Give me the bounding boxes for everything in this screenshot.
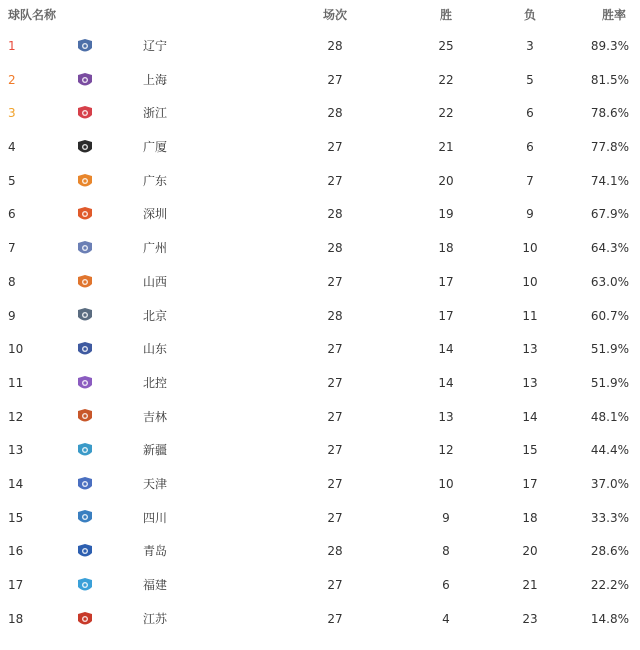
rank-number: 16 — [8, 544, 24, 559]
table-row[interactable] — [0, 232, 640, 266]
losses: 23 — [522, 611, 538, 626]
win-percentage: 33.3% — [590, 510, 629, 525]
games-played: 28 — [327, 544, 343, 559]
games-played: 27 — [327, 510, 343, 525]
team-logo — [74, 64, 96, 98]
rank-number: 6 — [8, 207, 16, 222]
wins: 18 — [438, 241, 454, 256]
games-played: 28 — [327, 207, 343, 222]
team-name[interactable]: 青岛 — [143, 544, 168, 559]
rank-number: 11 — [8, 375, 24, 390]
team-logo — [74, 97, 96, 131]
games-played: 27 — [327, 409, 343, 424]
beikong-logo-icon — [75, 375, 95, 393]
losses: 7 — [526, 173, 534, 188]
losses: 20 — [522, 544, 538, 559]
games-played: 27 — [327, 611, 343, 626]
shanxi-logo-icon — [75, 274, 95, 292]
rank-number: 18 — [8, 611, 24, 626]
wins: 4 — [442, 611, 450, 626]
rank-number: 17 — [8, 578, 24, 592]
games-played: 28 — [327, 39, 343, 53]
losses: 17 — [522, 476, 538, 491]
win-percentage: 28.6% — [590, 544, 629, 559]
rank-number: 13 — [8, 443, 24, 458]
wins: 21 — [438, 140, 454, 155]
table-header — [0, 0, 640, 30]
wins: 10 — [438, 476, 454, 491]
table-row[interactable] — [0, 64, 640, 98]
zhejiang-logo-icon — [75, 105, 95, 123]
losses: 5 — [526, 72, 534, 87]
team-name[interactable]: 四川 — [143, 510, 168, 525]
games-played: 27 — [327, 578, 343, 592]
team-logo — [74, 131, 96, 165]
wins: 25 — [438, 39, 454, 53]
games-played: 27 — [327, 274, 343, 289]
games-played: 27 — [327, 443, 343, 458]
jiangsu-logo-icon — [75, 611, 95, 629]
win-percentage: 67.9% — [590, 207, 629, 222]
header-losses: 负 — [523, 8, 536, 22]
team-name[interactable]: 广厦 — [143, 140, 168, 155]
team-name[interactable]: 广东 — [143, 173, 168, 188]
shandong-logo-icon — [75, 341, 95, 359]
table-row[interactable] — [0, 30, 640, 64]
wins: 14 — [438, 342, 454, 357]
team-logo — [74, 232, 96, 266]
team-name[interactable]: 广州 — [143, 241, 168, 256]
losses: 9 — [526, 207, 534, 222]
table-row[interactable] — [0, 300, 640, 334]
team-logo — [74, 603, 96, 637]
team-name[interactable]: 浙江 — [143, 106, 168, 121]
table-row[interactable] — [0, 468, 640, 502]
win-percentage: 63.0% — [590, 274, 629, 289]
team-name[interactable]: 北京 — [143, 308, 168, 323]
table-row[interactable] — [0, 333, 640, 367]
fujian-logo-icon — [75, 577, 95, 595]
wins: 9 — [442, 510, 450, 525]
header-wins: 胜 — [439, 8, 452, 22]
header-team: 球队名称 — [8, 8, 57, 22]
rank-number: 9 — [8, 308, 16, 323]
games-played: 28 — [327, 241, 343, 256]
wins: 22 — [438, 106, 454, 121]
xinjiang-logo-icon — [75, 442, 95, 460]
win-percentage: 22.2% — [590, 578, 629, 592]
team-name[interactable]: 辽宁 — [143, 39, 168, 53]
sichuan-logo-icon — [75, 509, 95, 527]
table-body — [0, 30, 640, 636]
team-name[interactable]: 江苏 — [143, 611, 168, 626]
win-percentage: 60.7% — [590, 308, 629, 323]
guangzhou-logo-icon — [75, 240, 95, 258]
team-logo — [74, 401, 96, 435]
wins: 17 — [438, 308, 454, 323]
win-percentage: 89.3% — [590, 39, 629, 53]
table-row[interactable] — [0, 367, 640, 401]
wins: 12 — [438, 443, 454, 458]
games-played: 27 — [327, 140, 343, 155]
table-row[interactable] — [0, 569, 640, 603]
losses: 6 — [526, 140, 534, 155]
games-played: 28 — [327, 308, 343, 323]
table-row[interactable] — [0, 502, 640, 536]
team-name[interactable]: 福建 — [143, 578, 168, 592]
win-percentage: 14.8% — [590, 611, 629, 626]
rank-number: 10 — [8, 342, 24, 357]
losses: 6 — [526, 106, 534, 121]
tianjin-logo-icon — [75, 476, 95, 494]
games-played: 27 — [327, 72, 343, 87]
team-logo — [74, 198, 96, 232]
wins: 14 — [438, 375, 454, 390]
team-logo — [74, 266, 96, 300]
wins: 17 — [438, 274, 454, 289]
table-row[interactable] — [0, 401, 640, 435]
win-percentage: 64.3% — [590, 241, 629, 256]
losses: 10 — [522, 274, 538, 289]
header-pct: 胜率 — [601, 8, 626, 22]
losses: 13 — [522, 342, 538, 357]
team-logo — [74, 468, 96, 502]
win-percentage: 44.4% — [590, 443, 629, 458]
team-logo — [74, 367, 96, 401]
win-percentage: 48.1% — [590, 409, 629, 424]
rank-number: 8 — [8, 274, 16, 289]
guangdong-logo-icon — [75, 173, 95, 191]
table-row[interactable] — [0, 434, 640, 468]
team-logo — [74, 434, 96, 468]
losses: 3 — [526, 39, 534, 53]
losses: 14 — [522, 409, 538, 424]
team-name[interactable]: 深圳 — [143, 207, 168, 222]
header-games: 场次 — [322, 8, 347, 22]
rank-number: 1 — [8, 39, 16, 53]
table-row[interactable] — [0, 165, 640, 199]
games-played: 27 — [327, 375, 343, 390]
win-percentage: 77.8% — [590, 140, 629, 155]
win-percentage: 37.0% — [590, 476, 629, 491]
win-percentage: 51.9% — [590, 375, 629, 390]
losses: 11 — [522, 308, 538, 323]
losses: 10 — [522, 241, 538, 256]
win-percentage: 74.1% — [590, 173, 629, 188]
rank-number: 15 — [8, 510, 24, 525]
wins: 8 — [442, 544, 450, 559]
table-row[interactable] — [0, 131, 640, 165]
beijing-logo-icon — [75, 307, 95, 325]
jilin-logo-icon — [75, 408, 95, 426]
team-logo — [74, 535, 96, 569]
team-name[interactable]: 北控 — [143, 375, 168, 390]
team-name[interactable]: 山西 — [143, 274, 168, 289]
table-row[interactable] — [0, 535, 640, 569]
losses: 21 — [522, 578, 538, 592]
team-name[interactable]: 新疆 — [143, 443, 168, 458]
wins: 22 — [438, 72, 454, 87]
losses: 15 — [522, 443, 538, 458]
rank-number: 3 — [8, 106, 16, 121]
rank-number: 14 — [8, 476, 24, 491]
games-played: 27 — [327, 173, 343, 188]
qingdao-logo-icon — [75, 543, 95, 561]
table-row[interactable] — [0, 603, 640, 637]
team-name[interactable]: 吉林 — [143, 409, 168, 424]
wins: 6 — [442, 578, 450, 592]
win-percentage: 78.6% — [590, 106, 629, 121]
team-logo — [74, 502, 96, 536]
shanghai-logo-icon — [75, 72, 95, 90]
shenzhen-logo-icon — [75, 206, 95, 224]
table-row[interactable] — [0, 97, 640, 131]
team-name[interactable]: 上海 — [143, 72, 168, 87]
table-row[interactable] — [0, 198, 640, 232]
games-played: 27 — [327, 476, 343, 491]
wins: 20 — [438, 173, 454, 188]
team-logo — [74, 165, 96, 199]
losses: 13 — [522, 375, 538, 390]
wins: 19 — [438, 207, 454, 222]
losses: 18 — [522, 510, 538, 525]
win-percentage: 51.9% — [590, 342, 629, 357]
team-logo — [74, 30, 96, 64]
rank-number: 12 — [8, 409, 24, 424]
games-played: 28 — [327, 106, 343, 121]
wins: 13 — [438, 409, 454, 424]
win-percentage: 81.5% — [590, 72, 629, 87]
games-played: 27 — [327, 342, 343, 357]
team-logo — [74, 300, 96, 334]
rank-number: 7 — [8, 241, 16, 256]
rank-number: 4 — [8, 140, 16, 155]
team-name[interactable]: 天津 — [143, 476, 168, 491]
team-name[interactable]: 山东 — [143, 342, 168, 357]
team-logo — [74, 333, 96, 367]
table-row[interactable] — [0, 266, 640, 300]
rank-number: 5 — [8, 173, 16, 188]
rank-number: 2 — [8, 72, 16, 87]
liaoning-logo-icon — [75, 38, 95, 56]
guangsha-logo-icon — [75, 139, 95, 157]
team-logo — [74, 569, 96, 603]
